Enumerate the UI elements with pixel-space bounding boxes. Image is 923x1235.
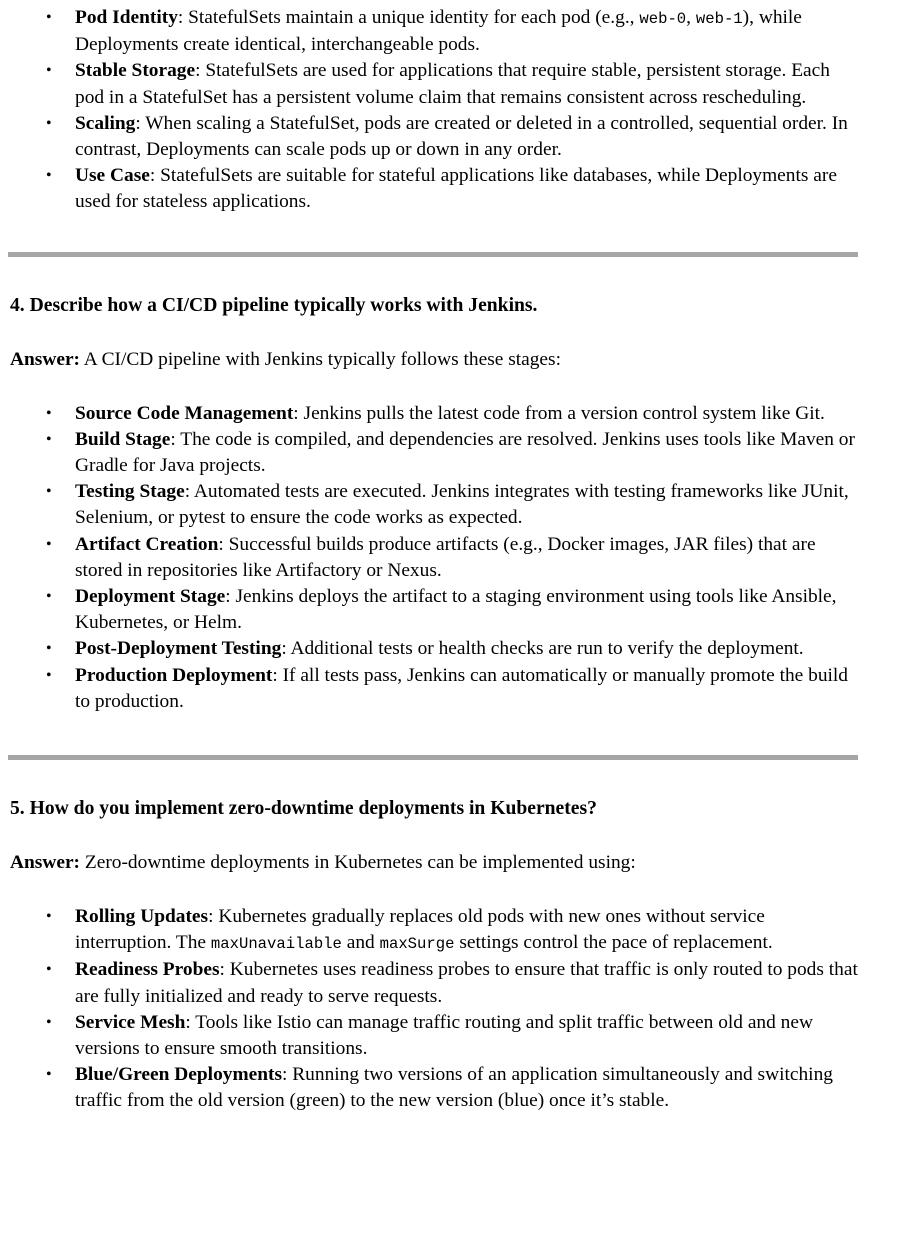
bullet-marker-icon: • xyxy=(46,62,52,80)
list-item xyxy=(0,636,923,662)
bullet-list-cicd-stages xyxy=(0,401,923,715)
inline-code: web-0 xyxy=(639,10,687,28)
answer-label: Answer: xyxy=(10,852,81,874)
bullet-marker-icon: • xyxy=(46,9,52,26)
bullet-list-statefulsets xyxy=(0,5,923,216)
list-item-text: : Kubernetes uses readiness probes to ensure that traffic is only routed to pods that are fully initialized and ready to serve requests. xyxy=(75,959,858,1007)
bullet-list-zero-downtime xyxy=(0,904,923,1115)
list-item xyxy=(0,427,923,479)
list-item-term: Readiness Probes xyxy=(75,959,220,981)
spacer xyxy=(0,373,923,401)
list-item xyxy=(0,584,923,636)
spacer xyxy=(0,216,923,252)
spacer xyxy=(0,760,923,796)
list-item-text: : The code is compiled, and dependencies are resolved. Jenkins uses tools like Maven or Gradle for Java projects. xyxy=(75,428,855,477)
list-item-term: Production Deployment xyxy=(75,664,273,686)
bullet-marker-icon: • xyxy=(46,1066,52,1084)
list-item-text: : Jenkins deploys the artifact to a staging environment using tools like Ansible, Kubernetes, or Helm. xyxy=(75,586,837,634)
answer-label: Answer: xyxy=(10,348,81,370)
list-item-term: Artifact Creation xyxy=(75,533,219,555)
list-item-text: : Kubernetes gradually replaces old pods with new ones without service interruption. The xyxy=(75,906,765,954)
inline-code: web-1 xyxy=(695,10,743,28)
bullet-marker-icon: • xyxy=(46,588,52,606)
list-item-text: : StatefulSets are used for applications that require stable, persistent storage. Each pod in a StatefulSet has a persistent volume claim that remains consistent across rescheduling. xyxy=(75,60,830,108)
list-item xyxy=(0,663,923,715)
list-item-text: ), while Deployments create identical, interchangeable pods. xyxy=(75,7,802,56)
list-item-text: : Additional tests or health checks are run to verify the deployment. xyxy=(281,638,804,660)
bullet-marker-icon: • xyxy=(46,167,52,185)
section-4 xyxy=(0,293,923,715)
list-item-text: : StatefulSets are suitable for stateful applications like databases, while Deployments are used for stateless applications. xyxy=(75,165,837,213)
list-item-text: : Successful builds produce artifacts (e.g., Docker images, JAR files) that are stored in repositories like Artifactory or Nexus. xyxy=(75,533,816,581)
list-item-term: Service Mesh xyxy=(75,1011,186,1033)
answer-4-paragraph xyxy=(0,347,923,373)
list-item xyxy=(0,1062,923,1114)
bullet-marker-icon: • xyxy=(46,535,52,553)
list-item xyxy=(0,58,923,110)
bullet-marker-icon: • xyxy=(46,430,52,448)
inline-code: maxSurge xyxy=(379,935,455,954)
bullet-marker-icon: • xyxy=(46,908,52,926)
list-item-text: : Running two versions of an application simultaneously and switching traffic from the old version (green) to the new version (blue) once it’s stable. xyxy=(75,1064,833,1112)
section-3-continued xyxy=(0,0,923,216)
section-5 xyxy=(0,796,923,1115)
inline-code: maxUnavailable xyxy=(210,935,342,954)
list-item xyxy=(0,401,923,427)
list-item-term: Deployment Stage xyxy=(75,586,226,608)
answer-text: Zero-downtime deployments in Kubernetes can be implemented using: xyxy=(80,852,636,874)
list-item-term: Scaling xyxy=(75,112,136,134)
list-item-term: Rolling Updates xyxy=(75,906,209,928)
bullet-marker-icon: • xyxy=(46,483,52,501)
question-5-heading: 5. How do you implement zero-downtime deployments in Kubernetes? xyxy=(10,798,597,820)
answer-5-paragraph xyxy=(0,850,923,876)
list-item-text: , xyxy=(686,7,696,28)
list-item xyxy=(0,1010,923,1062)
question-4-heading: 4. Describe how a CI/CD pipeline typically works with Jenkins. xyxy=(10,294,538,316)
bullet-marker-icon: • xyxy=(46,961,52,979)
list-item-text: settings control the pace of replacement. xyxy=(454,932,773,954)
list-item-term: Post-Deployment Testing xyxy=(75,638,282,660)
list-item-term: Testing Stage xyxy=(75,481,185,503)
list-item xyxy=(0,904,923,957)
list-item xyxy=(0,111,923,163)
list-item xyxy=(0,479,923,531)
list-item-term: Stable Storage xyxy=(75,60,196,82)
spacer xyxy=(0,257,923,293)
list-item xyxy=(0,532,923,584)
list-item xyxy=(0,957,923,1009)
list-item-text: : StatefulSets maintain a unique identity for each pod (e.g., xyxy=(177,7,640,28)
spacer xyxy=(0,715,923,755)
bullet-marker-icon: • xyxy=(46,114,52,132)
bullet-marker-icon: • xyxy=(46,1013,52,1031)
spacer xyxy=(0,319,923,347)
list-item-term: Build Stage xyxy=(75,428,171,450)
list-item-text: : Jenkins pulls the latest code from a version control system like Git. xyxy=(293,402,825,424)
bullet-marker-icon: • xyxy=(46,404,52,422)
list-item xyxy=(0,5,923,58)
bullet-marker-icon: • xyxy=(46,666,52,684)
list-item-text: : When scaling a StatefulSet, pods are created or deleted in a controlled, sequential order. In contrast, Deployments can scale pods up or down in any order. xyxy=(75,112,848,161)
list-item-text: and xyxy=(341,932,380,954)
list-item-term: Source Code Management xyxy=(75,402,294,424)
answer-text: A CI/CD pipeline with Jenkins typically follows these stages: xyxy=(80,348,561,370)
spacer xyxy=(0,822,923,850)
list-item-term: Use Case xyxy=(75,165,150,187)
list-item-text: : Automated tests are executed. Jenkins integrates with testing frameworks like JUnit, Selenium, or pytest to ensure the code works as expected. xyxy=(75,481,849,529)
list-item-term: Blue/Green Deployments xyxy=(75,1064,283,1086)
spacer xyxy=(0,876,923,904)
bullet-marker-icon: • xyxy=(46,640,52,658)
list-item-text: : If all tests pass, Jenkins can automatically or manually promote the build to production. xyxy=(75,664,848,712)
list-item xyxy=(0,163,923,215)
list-item-text: : Tools like Istio can manage traffic routing and split traffic between old and new versions to ensure smooth transitions. xyxy=(75,1011,813,1060)
list-item-term: Pod Identity xyxy=(75,7,178,28)
